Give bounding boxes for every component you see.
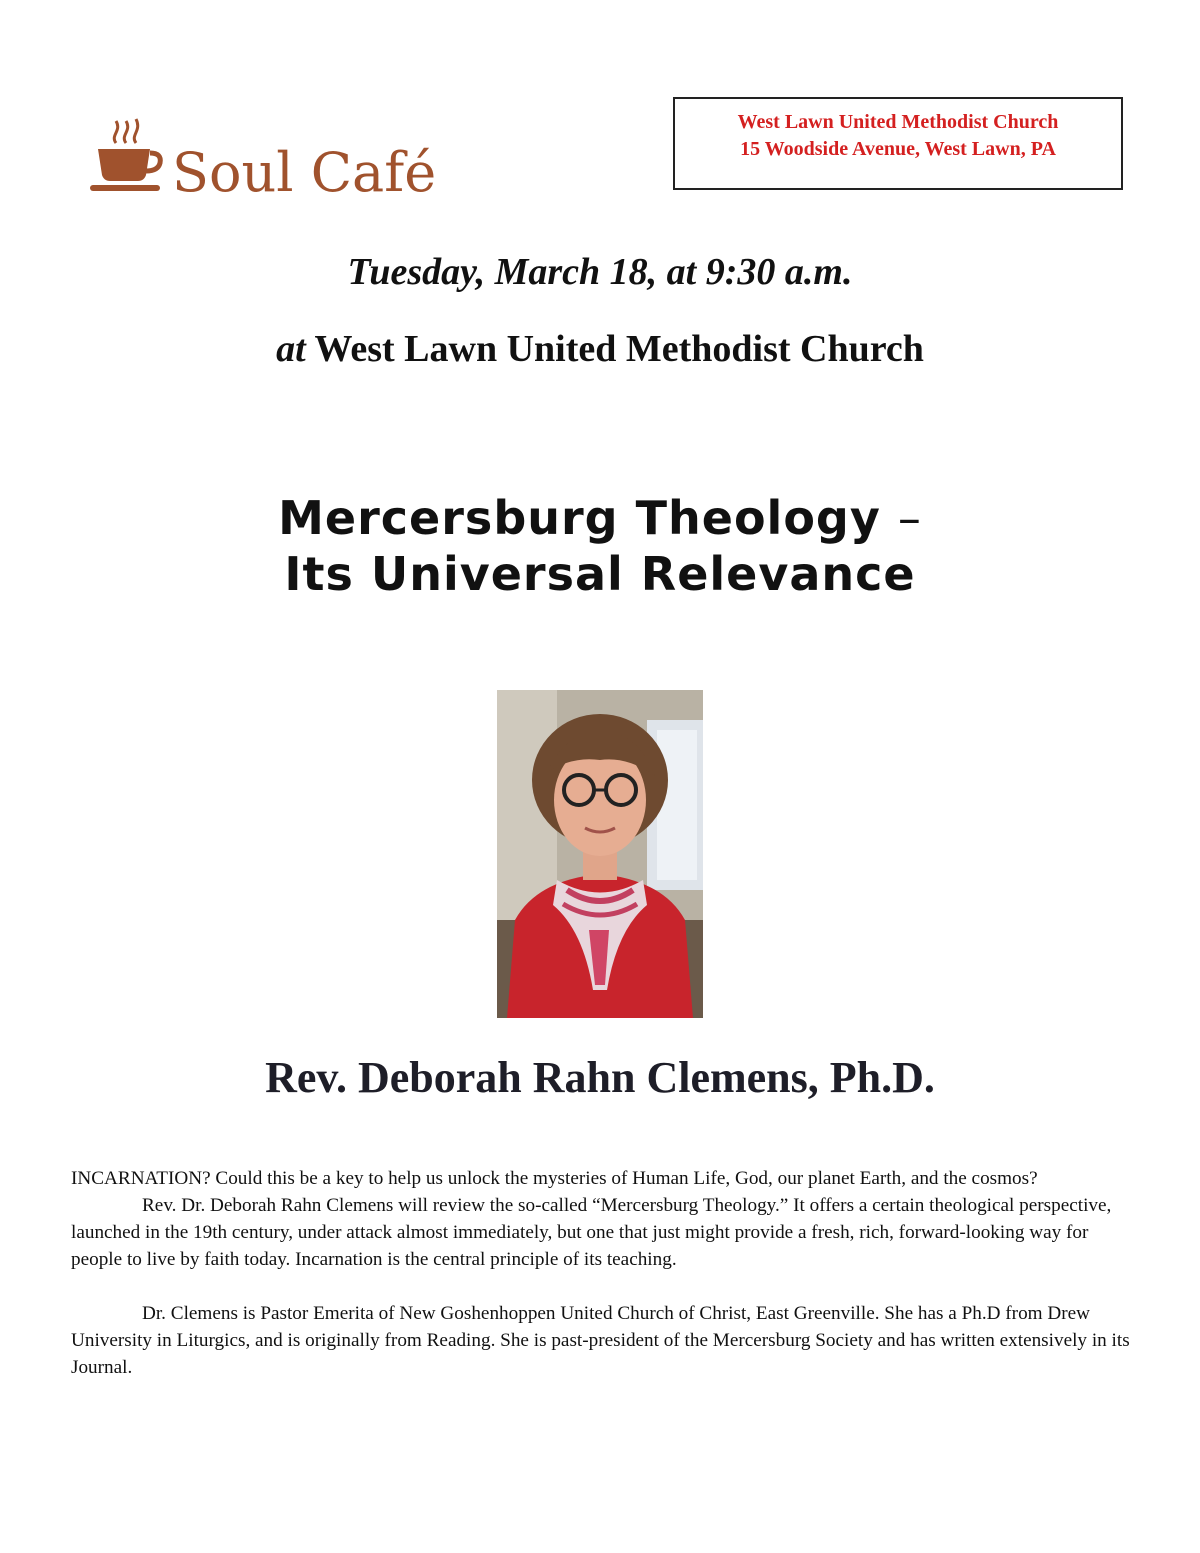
soul-cafe-logo xyxy=(88,115,458,210)
title-line1: Mercersburg Theology xyxy=(278,491,881,545)
speaker-name: Rev. Deborah Rahn Clemens, Ph.D. xyxy=(265,1053,935,1102)
description xyxy=(71,1165,1131,1381)
talk-title xyxy=(0,490,1200,602)
address-church-name: West Lawn United Methodist Church xyxy=(737,111,1059,133)
address-box xyxy=(673,97,1123,190)
address-street: 15 Woodside Avenue, West Lawn, PA xyxy=(740,138,1056,160)
logo-text: Soul Café xyxy=(172,141,437,204)
title-line2: Its Universal Relevance xyxy=(284,547,916,601)
description-paragraph-2: Rev. Dr. Deborah Rahn Clemens will review the so-called “Mercersburg Theology.” It offers a certain theological perspective, launched in the 19th century, under attack almost immediately, but one that just might provide a fresh, rich, forward-looking way for people to live by faith today. Incarnation is the central principle of its teaching. xyxy=(71,1195,1112,1270)
description-paragraph-1: INCARNATION? Could this be a key to help us unlock the mysteries of Human Life, God, our planet Earth, and the cosmos? xyxy=(71,1168,1038,1189)
title-dash: – xyxy=(897,491,922,545)
coffee-cup-icon xyxy=(88,115,168,195)
venue-name: West Lawn United Methodist Church xyxy=(314,328,924,370)
event-date: Tuesday, March 18, at 9:30 a.m. xyxy=(347,251,853,293)
description-paragraph-3: Dr. Clemens is Pastor Emerita of New Goshenhoppen United Church of Christ, East Greenville. She has a Ph.D from Drew University in Liturgics, and is originally from Reading. She is past-president of the Mercersburg Society and has written extensively in its Journal. xyxy=(71,1303,1130,1378)
venue-prefix: at xyxy=(276,328,306,370)
event-venue xyxy=(0,327,1200,371)
speaker-photo xyxy=(497,690,703,1018)
